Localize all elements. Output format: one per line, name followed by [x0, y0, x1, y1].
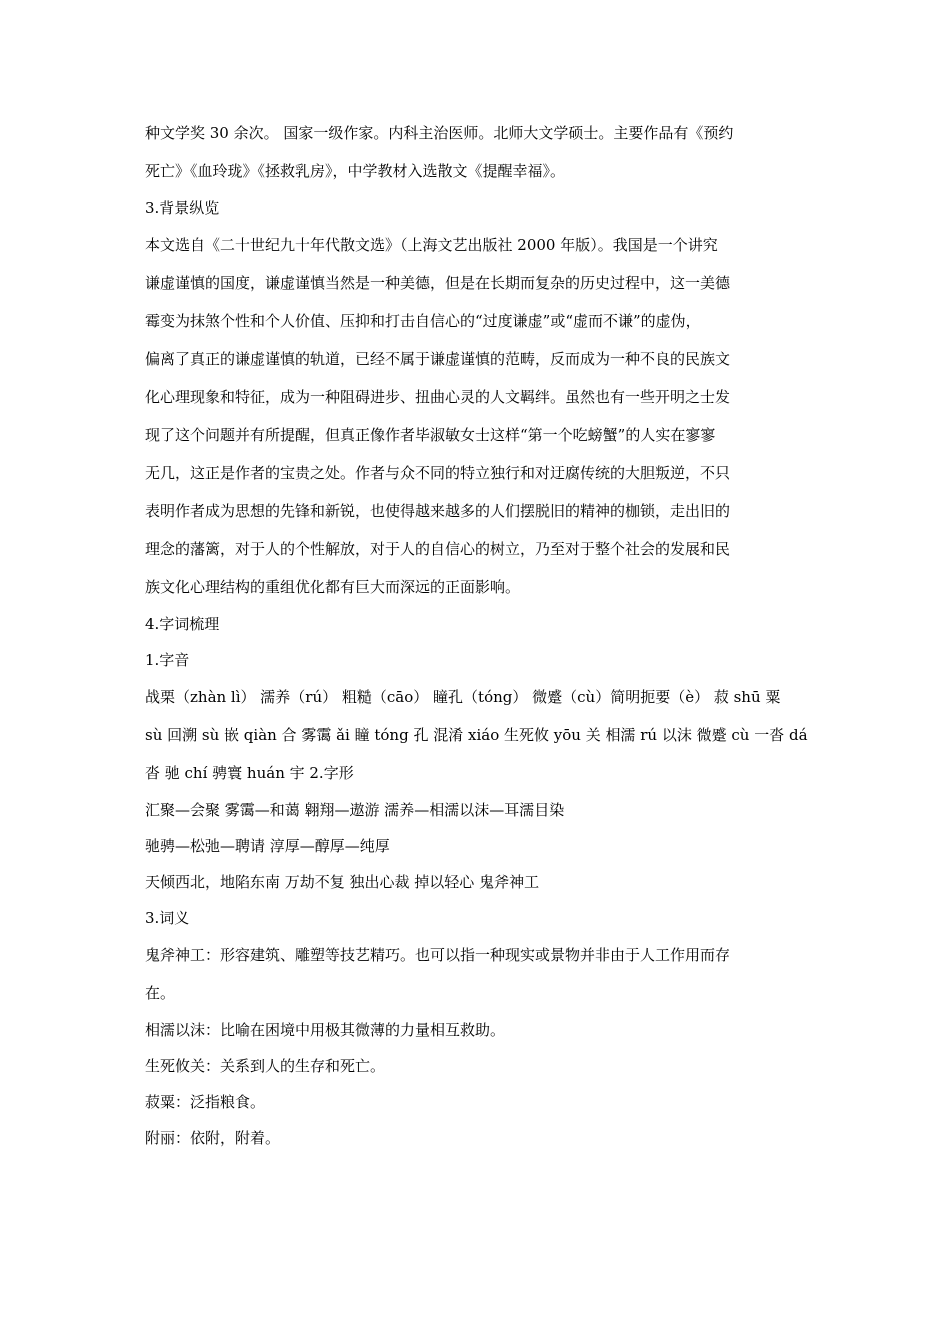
- text-line: 族文化心理结构的重组优化都有巨大而深远的正面影响。: [145, 578, 521, 596]
- definition-line: 鬼斧神工：形容建筑、雕塑等技艺精巧。也可以指一种现实或景物并非由于人工作用而存: [145, 946, 731, 964]
- word-form-line: 天倾西北，地陷东南 万劫不复 独出心裁 掉以轻心 鬼斧神工: [145, 873, 540, 891]
- word-form-line: 汇聚—会聚 雾霭—和蔼 翱翔—遨游 濡养—相濡以沫—耳濡目染: [145, 801, 565, 819]
- section-heading: 4.字词梳理: [145, 615, 220, 633]
- definition-line: 相濡以沫：比喻在困境中用极其微薄的力量相互救助。: [145, 1021, 506, 1039]
- section-heading: 3.词义: [145, 909, 190, 927]
- definition-line: 在。: [145, 984, 176, 1002]
- text-line: 偏离了真正的谦虚谨慎的轨道，已经不属于谦虚谨慎的范畴，反而成为一种不良的民族文: [145, 350, 731, 368]
- pronunciation-line: 沓 驰 chí 骋寰 huán 宇 2.字形: [145, 764, 354, 782]
- subsection-heading: 1.字音: [145, 651, 190, 669]
- definition-line: 菽粟：泛指粮食。: [145, 1093, 266, 1111]
- text-line: 霉变为抹煞个性和个人价值、压抑和打击自信心的“过度谦虚”或“虚而不谦”的虚伪，: [145, 312, 701, 330]
- word-form-line: 驰骋—松弛—聘请 淳厚—醇厚—纯厚: [145, 837, 390, 855]
- document-body: [145, 114, 810, 1156]
- definition-line: 生死攸关：关系到人的生存和死亡。: [145, 1057, 386, 1075]
- text-line: 死亡》《血玲珑》《拯救乳房》，中学教材入选散文《提醒幸福》。: [145, 162, 566, 180]
- text-line: 本文选自《二十世纪九十年代散文选》（上海文艺出版社 2000 年版）。我国是一个讲究: [145, 236, 718, 254]
- text-line: 表明作者成为思想的先锋和新锐，也使得越来越多的人们摆脱旧的精神的枷锁，走出旧的: [145, 502, 731, 520]
- pronunciation-line: 战栗（zhàn lì） 濡养（rú） 粗糙（cāo） 瞳孔（tóng） 微蹙（cù）简明扼要（è） 菽 shū 粟: [145, 688, 781, 706]
- text-line: 谦虚谨慎的国度，谦虚谨慎当然是一种美德，但是在长期而复杂的历史过程中，这一美德: [145, 274, 731, 292]
- pronunciation-line: sù 回溯 sù 嵌 qiàn 合 雾霭 ǎi 瞳 tóng 孔 混淆 xiáo 生死攸 yōu 关 相濡 rú 以沫 微蹙 cù 一沓 dá: [145, 726, 808, 744]
- text-line: 理念的藩篱，对于人的个性解放，对于人的自信心的树立，乃至对于整个社会的发展和民: [145, 540, 731, 558]
- definition-line: 附丽：依附，附着。: [145, 1129, 281, 1147]
- text-line: 无几，这正是作者的宝贵之处。作者与众不同的特立独行和对迂腐传统的大胆叛逆，不只: [145, 464, 731, 482]
- text-line: 种文学奖 30 余次。 国家一级作家。内科主治医师。北师大文学硕士。主要作品有《预约: [145, 124, 734, 142]
- section-heading: 3.背景纵览: [145, 199, 220, 217]
- text-line: 化心理现象和特征，成为一种阻碍进步、扭曲心灵的人文羁绊。虽然也有一些开明之士发: [145, 388, 731, 406]
- text-line: 现了这个问题并有所提醒，但真正像作者毕淑敏女士这样“第一个吃螃蟹”的人实在寥寥: [145, 426, 716, 444]
